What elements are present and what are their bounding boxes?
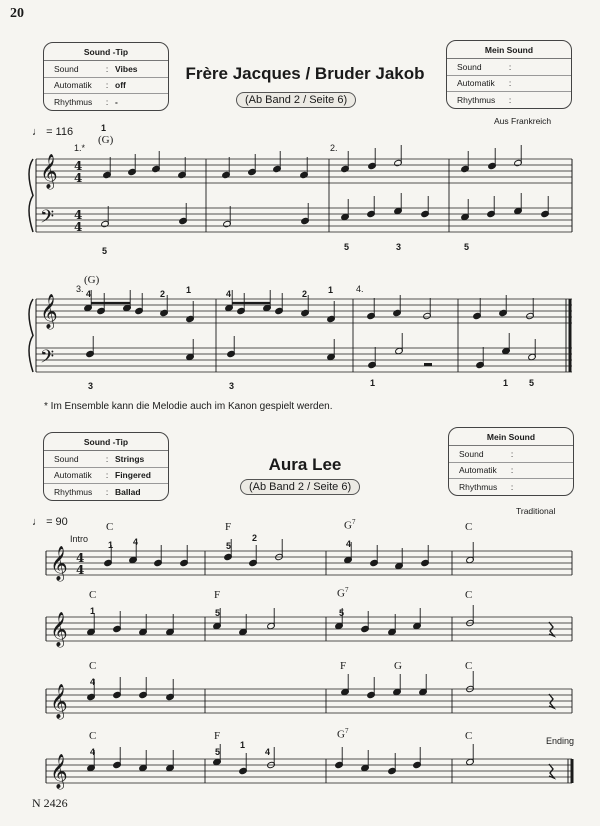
quarter-note-icon: ♩ xyxy=(32,516,43,528)
chord-symbol: C xyxy=(465,589,473,601)
fingering: 4 xyxy=(90,747,96,757)
brace xyxy=(29,159,33,232)
fingering: 4 xyxy=(133,537,139,547)
my-sound-row: Rhythmus : xyxy=(457,94,512,105)
song2-tempo: ♩ = 90 xyxy=(32,516,68,528)
sound-tip-row: Sound : Vibes xyxy=(44,61,168,78)
fingering: 5 xyxy=(464,242,470,252)
fingering: 1 xyxy=(90,606,96,616)
chord-symbol: C xyxy=(106,521,114,533)
quarter-note-icon: ♩ xyxy=(32,126,43,138)
fingering: 4 xyxy=(265,747,271,757)
fingering: 5 xyxy=(339,608,345,618)
my-sound-row: Automatik : xyxy=(449,463,573,480)
song2-title: Aura Lee xyxy=(268,455,342,474)
chord-symbol: C xyxy=(465,660,473,672)
treble-clef: 𝄞 xyxy=(40,294,58,329)
chord-symbol: C xyxy=(465,730,473,742)
time-signature: 4 xyxy=(74,208,83,222)
chord-symbol: $G^7$ xyxy=(337,727,349,741)
sound-tip-title: Sound -Tip xyxy=(44,43,168,61)
fingering: 4 xyxy=(346,539,352,549)
ending-label: Ending xyxy=(546,736,575,746)
fingering: 4 xyxy=(226,289,232,299)
fingering: 3 xyxy=(229,381,235,391)
rest xyxy=(424,363,432,366)
chord-symbol: $G^7$ xyxy=(344,518,356,532)
fingering: 3 xyxy=(396,242,402,252)
fingering: 3 xyxy=(88,381,94,391)
song1-title: Frère Jacques / Bruder Jakob xyxy=(185,64,425,83)
intro-label: Intro xyxy=(70,534,89,544)
song1-subtitle: (Ab Band 2 / Seite 6) xyxy=(236,92,356,108)
bass-clef: 𝄢 xyxy=(40,207,55,232)
footnote: * Im Ensemble kann die Melodie auch im Kanon gespielt werden. xyxy=(44,401,333,412)
my-sound-title: Mein Sound xyxy=(447,41,571,59)
sound-tip-title: Sound -Tip xyxy=(44,433,168,451)
time-signature: 4 xyxy=(76,563,85,577)
chord-symbol: F xyxy=(225,521,232,533)
ending-label: 2. xyxy=(330,143,338,153)
fingering: 5 xyxy=(344,242,350,252)
chord-symbol: C xyxy=(89,730,97,742)
chord-symbol: C xyxy=(89,660,97,672)
treble-clef: 𝄞 xyxy=(50,684,68,719)
sound-tip-row: Automatik : off xyxy=(44,78,168,95)
time-signature: 4 xyxy=(74,220,83,234)
fingering: 1 xyxy=(503,378,509,388)
fingering: 5 xyxy=(529,378,535,388)
chord-symbol: (G) xyxy=(98,134,114,146)
fingering: 5 xyxy=(102,246,108,256)
fingering: 4 xyxy=(90,677,96,687)
page-number: 20 xyxy=(10,6,24,21)
chord-symbol: (G) xyxy=(84,274,100,286)
ending-label: 1.* xyxy=(74,143,86,153)
treble-clef: 𝄞 xyxy=(50,612,68,647)
fingering: 5 xyxy=(226,541,232,551)
song2-subtitle: (Ab Band 2 / Seite 6) xyxy=(240,479,360,495)
bass-clef: 𝄢 xyxy=(40,347,55,372)
fingering: 1 xyxy=(101,123,107,133)
fingering: 1 xyxy=(240,740,246,750)
my-sound-title: Mein Sound xyxy=(449,428,573,446)
chord-symbol: F xyxy=(340,660,347,672)
chord-symbol: C xyxy=(89,589,97,601)
chord-symbol: G xyxy=(394,660,402,672)
time-signature: 4 xyxy=(74,171,83,185)
fingering: 2 xyxy=(160,289,166,299)
song2-origin: Traditional xyxy=(516,506,556,516)
my-sound-row: Sound : xyxy=(449,446,573,463)
my-sound-row: Sound : xyxy=(447,59,571,76)
time-signature: 4 xyxy=(74,159,83,173)
my-sound-row: Rhythmus : xyxy=(459,481,514,492)
fingering: 1 xyxy=(108,540,114,550)
my-sound-row: Automatik : xyxy=(447,76,571,93)
fingering: 1 xyxy=(328,285,334,295)
song1-tempo: ♩ = 116 xyxy=(32,126,74,138)
brace xyxy=(29,299,33,372)
chord-symbol: $G^7$ xyxy=(337,586,349,600)
sound-tip-row: Rhythmus : - xyxy=(54,96,118,107)
fingering: 2 xyxy=(302,289,308,299)
chord-symbol: F xyxy=(214,589,221,601)
song1-origin: Aus Frankreich xyxy=(494,116,552,126)
sound-tip-row: Sound : Strings xyxy=(44,451,168,468)
footer-catalog-number: N 2426 xyxy=(32,796,68,810)
treble-clef: 𝄞 xyxy=(50,754,68,789)
sound-tip-row: Automatik : Fingered xyxy=(44,468,168,485)
chord-symbol: F xyxy=(214,730,221,742)
ending-label: 3. xyxy=(76,284,84,294)
fingering: 2 xyxy=(252,533,258,543)
fingering: 4 xyxy=(86,289,92,299)
ending-label: 4. xyxy=(356,284,364,294)
fingering: 5 xyxy=(215,747,221,757)
fingering: 1 xyxy=(186,285,192,295)
time-signature: 4 xyxy=(76,551,85,565)
treble-clef: 𝄞 xyxy=(50,546,68,581)
fingering: 5 xyxy=(215,608,221,618)
sound-tip-row: Rhythmus : Ballad xyxy=(54,486,141,497)
fingering: 1 xyxy=(370,378,376,388)
treble-clef: 𝄞 xyxy=(40,154,58,189)
chord-symbol: C xyxy=(465,521,473,533)
